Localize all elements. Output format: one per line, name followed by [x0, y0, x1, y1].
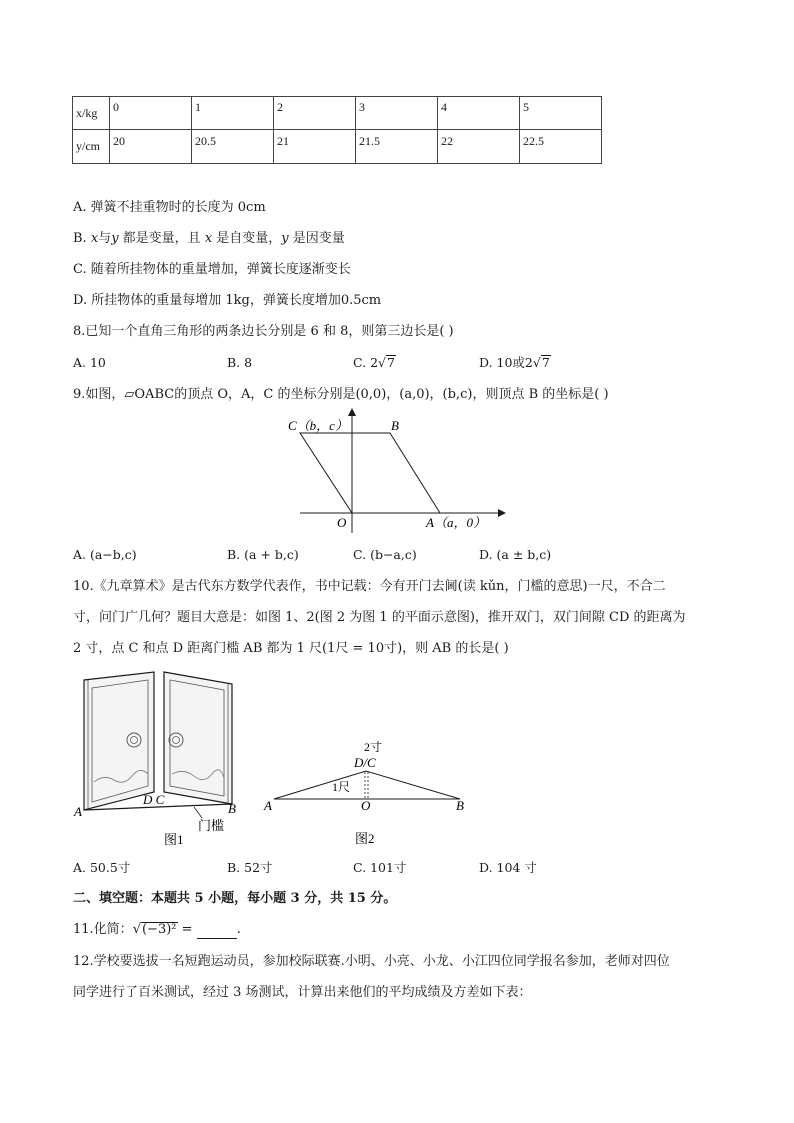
q8-option-d: [479, 354, 551, 372]
q12-line-2: 同学进行了百米测试，经过 3 场测试，计算出来他们的平均成绩及方差如下表：: [73, 985, 532, 1000]
q9-parallelogram-figure: [280, 405, 520, 540]
q11-prefix: 11.化简：: [73, 922, 133, 937]
radicand: 7: [387, 355, 395, 370]
q7-b-text: 是自变量，: [212, 231, 282, 246]
var-x: x: [90, 231, 99, 246]
q10-figure-2-schematic: [262, 735, 472, 850]
table-cell: 2: [274, 97, 356, 130]
var-x: x: [204, 231, 213, 246]
fig1-label-dc: D C: [143, 792, 165, 807]
fig1-label-a: A: [74, 804, 82, 819]
q8-stem: 8.已知一个直角三角形的两条边长分别是 6 和 8，则第三边长是( ): [73, 324, 454, 339]
table-row-y: [73, 130, 602, 164]
table-cell: 0: [110, 97, 192, 130]
q8-option-c: [353, 354, 396, 372]
q11-end: .: [236, 922, 241, 937]
label-b: B: [391, 418, 399, 433]
table-cell: 21: [274, 130, 356, 164]
table-cell: 3: [356, 97, 438, 130]
fig1-caption: 图1: [164, 832, 184, 847]
table-cell: 5: [520, 97, 602, 130]
triangle-aob: [274, 771, 460, 799]
q10-option-a: A. 50.5寸: [73, 860, 131, 875]
fig2-label-o: O: [361, 798, 371, 813]
table-cell: 4: [438, 97, 520, 130]
radicand: 7: [541, 355, 550, 370]
q9-option-c: C. (b−a,c): [353, 547, 417, 562]
table-header-x: x/kg: [73, 97, 110, 130]
table-header-y: y/cm: [73, 130, 110, 164]
fig2-label-dc: D/C: [354, 755, 376, 770]
q7-option-d: D. 所挂物体的重量每增加 1kg，弹簧长度增加0.5cm: [73, 293, 382, 308]
fig2-label-top: 2寸: [364, 740, 383, 754]
label-o: O: [337, 515, 347, 530]
q9-option-d: D. (a ± b,c): [479, 547, 552, 562]
q9-option-b: B. (a + b,c): [227, 547, 299, 562]
q8-option-a: A. 10: [73, 355, 106, 370]
left-door: [84, 672, 154, 810]
q7-option-b: [73, 230, 345, 248]
label-c: C（b，c）: [288, 418, 348, 433]
q10-option-b: B. 52寸: [227, 860, 273, 875]
q7-b-text: 与: [98, 231, 112, 246]
q7-b-prefix: B.: [73, 231, 91, 246]
sqrt-sign: √: [132, 922, 141, 937]
q7-b-text: 都是变量，且: [118, 231, 205, 246]
q7-option-a: A. 弹簧不挂重物时的长度为 0cm: [73, 200, 266, 215]
fig1-label-sill: 门槛: [198, 818, 225, 833]
table-cell: 1: [192, 97, 274, 130]
weight-length-table: [72, 96, 602, 164]
q12-line-1: 12.学校要选拔一名短跑运动员，参加校际联赛.小明、小亮、小龙、小江四位同学报名参加，老师对四位: [73, 954, 670, 969]
fig2-caption: 图2: [355, 831, 375, 846]
fig1-label-b: B: [228, 801, 236, 816]
q7-option-c: C. 随着所挂物体的重量增加，弹簧长度逐渐变长: [73, 262, 351, 277]
table-cell: 22: [438, 130, 520, 164]
q10-line-3: 2 寸，点 C 和点 D 距离门槛 AB 都为 1 尺(1尺 = 10寸)，则 AB 的长是( ): [73, 641, 509, 656]
table-row-x: [73, 97, 602, 130]
table-cell: 21.5: [356, 130, 438, 164]
q8-c-prefix: C. 2: [353, 355, 379, 370]
fig2-label-len: 1尺: [332, 780, 351, 794]
q11-equals: =: [177, 922, 197, 937]
q10-option-d: D. 104 寸: [479, 860, 537, 875]
radicand: (−3)²: [141, 922, 177, 937]
q10-line-1: 10.《九章算术》是古代东方数学代表作，书中记载：今有开门去阃(读 kǔn，门槛的意思)一尺，不合二: [73, 579, 666, 594]
parallelogram-oabc: [300, 433, 440, 513]
label-a: A（a，0）: [426, 515, 486, 530]
var-y: y: [281, 231, 289, 246]
q11-line: [73, 921, 241, 939]
q8-option-b: B. 8: [227, 355, 253, 370]
var-y: y: [111, 231, 119, 246]
q9-option-a: A. (a−b,c): [73, 547, 137, 562]
table-cell: 20: [110, 130, 192, 164]
sqrt-sign: √: [532, 355, 541, 370]
q10-figure-1-doors: [72, 670, 247, 850]
q8-d-prefix: D. 10或2: [479, 355, 533, 370]
sill-pointer: [194, 807, 202, 818]
q7-b-text: 是因变量: [288, 231, 345, 246]
answer-blank[interactable]: [197, 924, 237, 939]
fig2-label-b: B: [456, 798, 464, 813]
table-cell: 20.5: [192, 130, 274, 164]
right-door: [164, 672, 232, 804]
q9-stem: 9.如图，▱OABC的顶点 O，A，C 的坐标分别是(0,0)，(a,0)，(b,c)，则顶点 B 的坐标是( ): [73, 387, 609, 402]
table-cell: 22.5: [520, 130, 602, 164]
section-2-heading: 二、填空题：本题共 5 小题，每小题 3 分，共 15 分。: [73, 891, 397, 906]
sqrt-sign: √: [378, 355, 386, 370]
q10-line-2: 寸，问门广几何？题目大意是：如图 1、2(图 2 为图 1 的平面示意图)，推开双门，双门间隙 CD 的距离为: [73, 610, 686, 625]
fig2-label-a: A: [264, 798, 272, 813]
q10-option-c: C. 101寸: [353, 860, 407, 875]
